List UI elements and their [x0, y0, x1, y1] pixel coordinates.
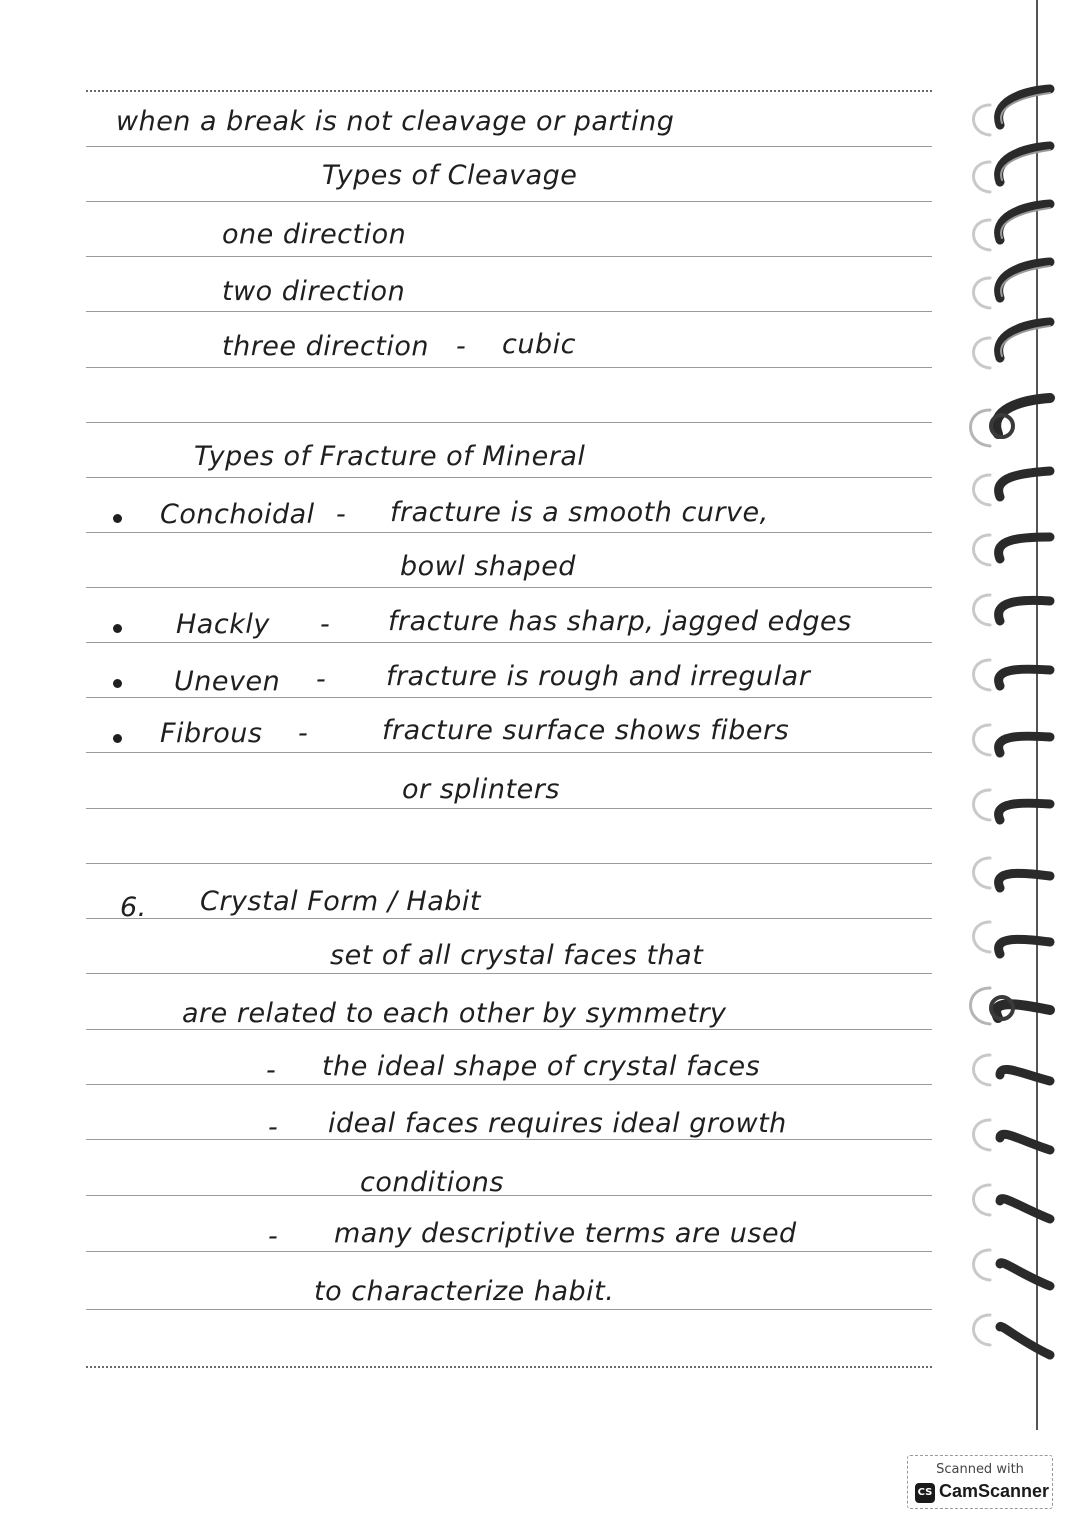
- note-dash: -: [320, 609, 331, 640]
- note-term: Uneven: [174, 666, 281, 697]
- ruled-line: [86, 1309, 932, 1310]
- ruled-line: [86, 642, 932, 643]
- ruled-line: [86, 1139, 932, 1140]
- ruled-line: [86, 367, 932, 368]
- note-line: many descriptive terms are used: [334, 1218, 797, 1249]
- note-dash: -: [268, 1221, 279, 1252]
- note-line: to characterize habit.: [314, 1276, 615, 1307]
- ruled-line: [86, 1084, 932, 1085]
- note-line: conditions: [360, 1167, 504, 1198]
- bullet-icon: [113, 679, 122, 688]
- ruled-line: [86, 532, 932, 533]
- note-dash: -: [268, 1112, 279, 1143]
- ruled-line: [86, 973, 932, 974]
- bullet-icon: [113, 624, 122, 633]
- note-definition: fracture has sharp, jagged edges: [388, 606, 852, 637]
- ruled-line: [86, 752, 932, 753]
- note-heading: Types of Fracture of Mineral: [194, 441, 586, 472]
- bullet-icon: [113, 734, 122, 743]
- note-dash: -: [266, 1055, 277, 1086]
- ruled-line: [86, 587, 932, 588]
- ruled-line: [86, 1251, 932, 1252]
- note-line: ideal faces requires ideal growth: [328, 1108, 787, 1139]
- ruled-line: [86, 808, 932, 809]
- note-definition: or splinters: [402, 774, 560, 805]
- note-dash: -: [298, 718, 309, 749]
- note-definition: fracture surface shows fibers: [382, 715, 790, 746]
- note-line: the ideal shape of crystal faces: [322, 1051, 761, 1082]
- camscanner-logo-icon: CS: [915, 1483, 935, 1503]
- note-line: when a break is not cleavage or parting: [116, 106, 675, 137]
- ruled-line: [86, 146, 932, 147]
- camscanner-watermark: [907, 1455, 1053, 1509]
- ruled-line: [86, 918, 932, 919]
- note-term: Conchoidal: [160, 499, 315, 530]
- note-dash: -: [316, 664, 327, 695]
- spiral-binding-icon: [950, 0, 1080, 1528]
- note-dash: -: [336, 499, 347, 530]
- ruled-line: [86, 311, 932, 312]
- ruled-line: [86, 477, 932, 478]
- ruled-line: [86, 1195, 932, 1196]
- ruled-line: [86, 90, 932, 92]
- note-line: three direction: [222, 331, 430, 362]
- ruled-line: [86, 1029, 932, 1030]
- note-line: two direction: [222, 276, 406, 307]
- note-line: one direction: [222, 219, 407, 250]
- note-line: cubic: [502, 329, 576, 360]
- note-term: Hackly: [176, 609, 270, 640]
- note-definition: fracture is a smooth curve,: [390, 497, 769, 528]
- ruled-line: [86, 697, 932, 698]
- note-line: set of all crystal faces that: [330, 940, 704, 971]
- note-term: Fibrous: [160, 718, 263, 749]
- ruled-line: [86, 863, 932, 864]
- watermark-caption: Scanned with: [936, 1462, 1024, 1477]
- note-definition: bowl shaped: [400, 551, 576, 582]
- ruled-line: [86, 201, 932, 202]
- note-definition: fracture is rough and irregular: [386, 661, 811, 692]
- note-line: are related to each other by symmetry: [182, 998, 727, 1029]
- section-number: 6.: [120, 892, 147, 923]
- ruled-line: [86, 422, 932, 423]
- note-dash: -: [456, 331, 467, 362]
- bullet-icon: [113, 514, 122, 523]
- ruled-line: [86, 256, 932, 257]
- watermark-brand: CamScanner: [939, 1481, 1050, 1501]
- note-heading: Types of Cleavage: [322, 160, 578, 191]
- note-heading: Crystal Form / Habit: [200, 886, 482, 917]
- ruled-line: [86, 1366, 932, 1368]
